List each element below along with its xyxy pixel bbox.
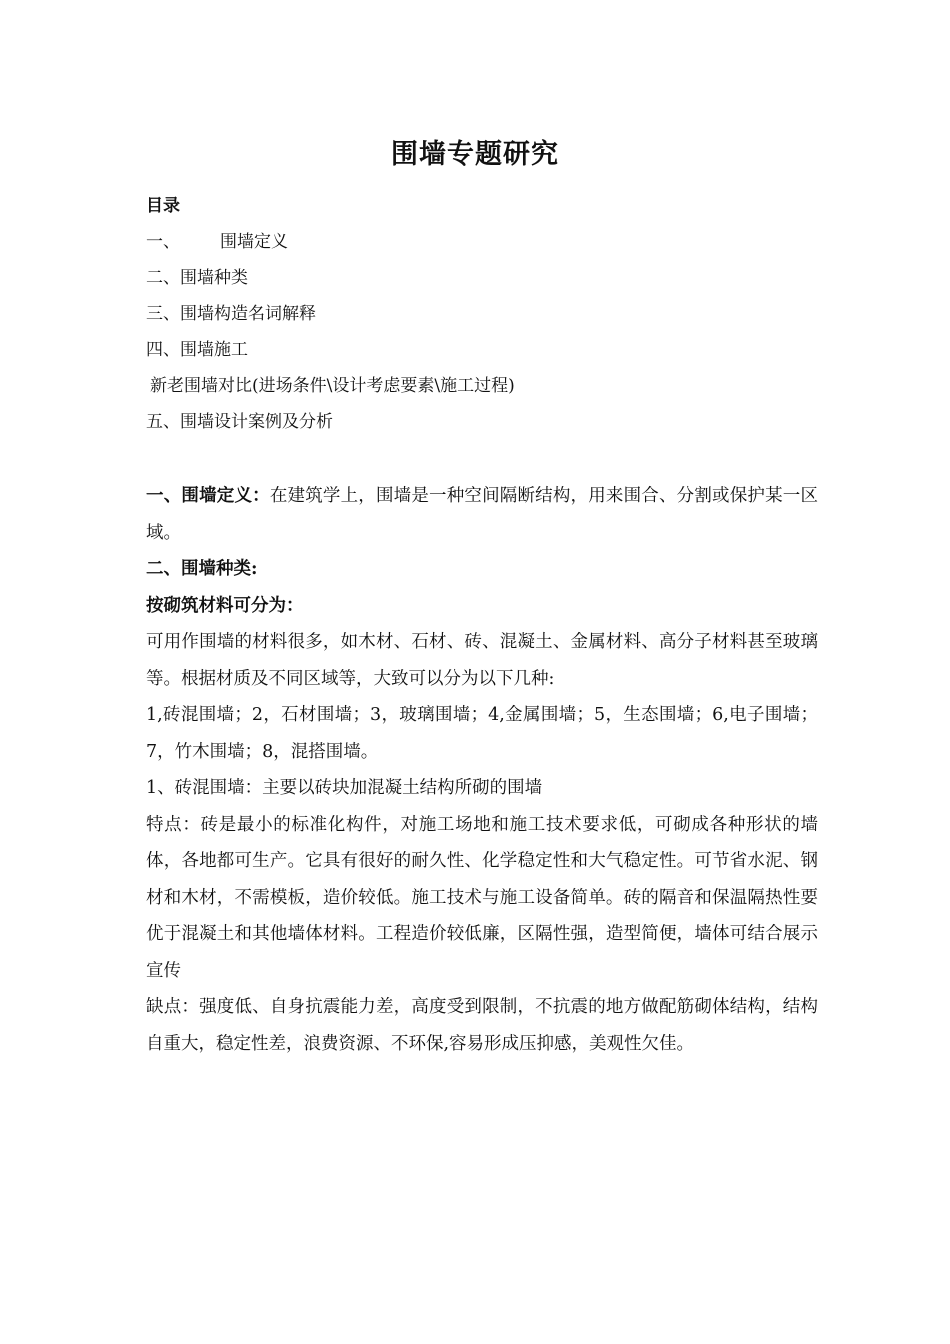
toc-item-2: 二、围墙种类 — [146, 268, 248, 288]
toc-heading: 目录 — [146, 196, 180, 216]
toc-item-1 — [146, 228, 816, 264]
section-2-item-1: 1、砖混围墙：主要以砖块加混凝土结构所砌的围墙 — [146, 778, 543, 798]
toc-item-1-number: 一、 — [146, 232, 180, 252]
table-of-contents — [146, 192, 816, 444]
section-2-type-list: 1,砖混围墙；2，石材围墙；3，玻璃围墙；4,金属围墙；5，生态围墙；6,电子围墙；7，竹木围墙；8，混搭围墙。 — [146, 705, 818, 762]
section-1-paragraph — [146, 478, 818, 551]
document-body — [146, 478, 818, 1062]
section-1-text: 在建筑学上，围墙是一种空间隔断结构，用来围合、分割或保护某一区域。 — [146, 486, 819, 543]
section-2-heading: 二、围墙种类: — [146, 559, 258, 579]
toc-item-4-sub: 新老围墙对比(进场条件\设计考虑要素\施工过程) — [150, 376, 515, 396]
toc-item-3: 三、围墙构造名词解释 — [146, 304, 316, 324]
toc-item-5: 五、围墙设计案例及分析 — [146, 412, 333, 432]
toc-item-4: 四、围墙施工 — [146, 340, 248, 360]
section-2-subheading: 按砌筑材料可分为： — [146, 595, 304, 616]
document-title: 围墙专题研究 — [391, 139, 559, 170]
toc-item-1-text: 围墙定义 — [220, 232, 288, 252]
section-2-intro: 可用作围墙的材料很多，如木材、石材、砖、混凝土、金属材料、高分子材料甚至玻璃等。根据材质及不同区域等，大致可以分为以下几种: — [146, 632, 818, 689]
section-2-item-1-features: 特点：砖是最小的标准化构件，对施工场地和施工技术要求低，可砌成各种形状的墙体，各地都可生产。它具有很好的耐久性、化学稳定性和大气稳定性。可节省水泥、钢材和木材，不需模板，造价较低。施工技术与施工设备简单。砖的隔音和保温隔热性要优于混凝土和其他墙体材料。工程造价较低廉，区隔性强，造型简便，墙体可结合展示宣传 — [146, 814, 818, 981]
section-1-heading: 一、围墙定义： — [146, 486, 270, 506]
section-2-item-1-drawbacks: 缺点：强度低、自身抗震能力差，高度受到限制，不抗震的地方做配筋砌体结构，结构自重大，稳定性差，浪费资源、不环保,容易形成压抑感，美观性欠佳。 — [146, 997, 818, 1054]
